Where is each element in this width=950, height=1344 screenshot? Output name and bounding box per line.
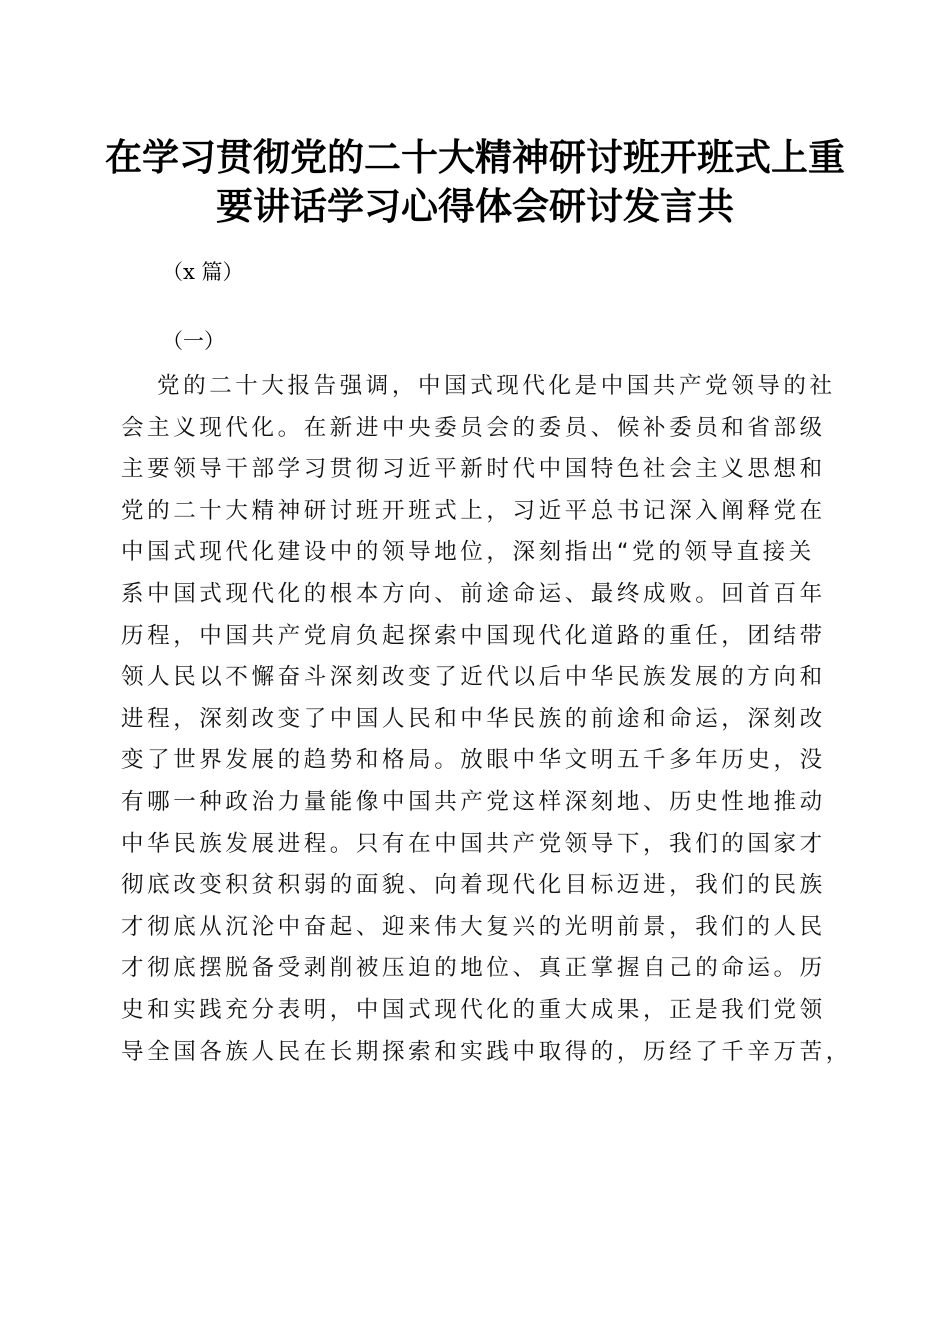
paragraph-line: 系中国式现代化的根本方向、前途命运、最终成败。回首百年 (121, 580, 826, 607)
paragraph-line: 历程，中国共产党肩负起探索中国现代化道路的重任，团结带 (121, 622, 826, 649)
paragraph-line: 主要领导干部学习贯彻习近平新时代中国特色社会主义思想和 (121, 456, 826, 483)
paragraph-line: 党的二十大精神研讨班开班式上，习近平总书记深入阐释党在 (121, 497, 826, 524)
paragraph-line: 进程，深刻改变了中国人民和中华民族的前途和命运，深刻改 (121, 705, 826, 732)
paragraph-line: 领人民以不懈奋斗深刻改变了近代以后中华民族发展的方向和 (121, 664, 826, 691)
body-paragraph (121, 366, 852, 1073)
paragraph-line: 会主义现代化。在新进中央委员会的委员、候补委员和省部级 (121, 414, 826, 441)
paragraph-line: 导全国各族人民在长期探索和实践中取得的，历经了千辛万苦， (121, 1038, 852, 1065)
paragraph-line: 彻底改变积贫积弱的面貌、向着现代化目标迈进，我们的民族 (121, 872, 826, 899)
paragraph-line: 有哪一种政治力量能像中国共产党这样深刻地、历史性地推动 (121, 788, 826, 815)
paragraph-line: 变了世界发展的趋势和格局。放眼中华文明五千多年历史，没 (121, 747, 826, 774)
document-title (100, 133, 850, 231)
section-number-label: （一） (162, 329, 225, 353)
paragraph-line: 才彻底从沉沦中奋起、迎来伟大复兴的光明前景，我们的人民 (121, 913, 826, 940)
paragraph-line: 史和实践充分表明，中国式现代化的重大成果，正是我们党领 (121, 996, 826, 1023)
paragraph-line: 党的二十大报告强调，中国式现代化是中国共产党领导的社 (157, 373, 836, 399)
paragraph-line: 中华民族发展进程。只有在中国共产党领导下，我们的国家才 (121, 830, 826, 857)
paragraph-line: 中国式现代化建设中的领导地位，深刻指出“党的领导直接关 (121, 539, 815, 566)
paragraph-line: 才彻底摆脱备受剥削被压迫的地位、真正掌握自己的命运。历 (121, 955, 826, 982)
title-line-2: 要讲话学习心得体会研讨发言共 (216, 184, 734, 228)
article-count-label: （x 篇） (162, 260, 244, 284)
title-line-1: 在学习贯彻党的二十大精神研讨班开班式上重 (105, 135, 845, 179)
